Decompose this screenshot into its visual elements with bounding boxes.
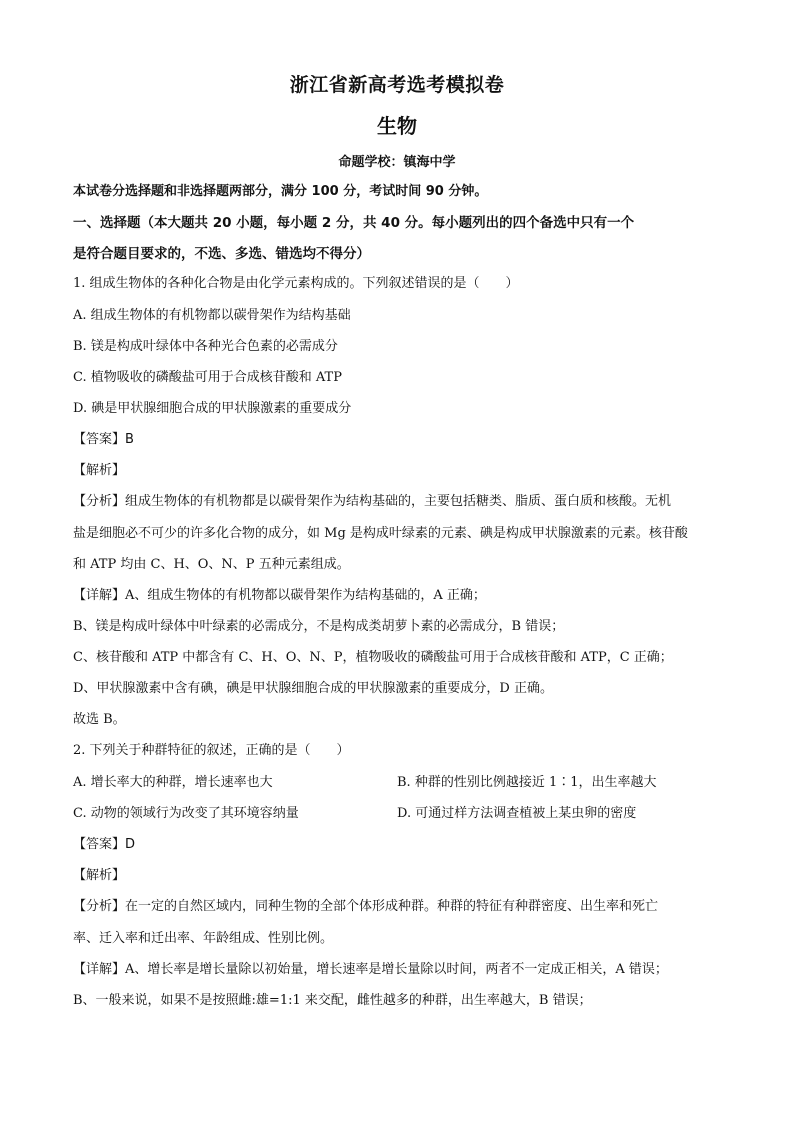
q2-detail-line-1: 【详解】A、增长率是增长量除以初始量，增长速率是增长量除以时间，两者不一定成正相关，A 错误； <box>73 962 668 977</box>
section-heading-line-1: 一、选择题（本大题共 20 小题，每小题 2 分，共 40 分。每小题列出的四个备选中只有一个 <box>73 215 635 231</box>
school-line: 命题学校：镇海中学 <box>338 155 456 170</box>
q1-detail-line-2: B、镁是构成叶绿体中叶绿素的必需成分，不是构成类胡萝卜素的必需成分，B 错误； <box>73 619 565 634</box>
q2-analysis-label: 【解析】 <box>73 868 126 883</box>
q2-fenxi-line-2: 率、迁入率和迁出率、年龄组成、性别比例。 <box>73 931 334 946</box>
q1-detail-line-1: 【详解】A、组成生物体的有机物都以碳骨架作为结构基础的，A 正确； <box>73 588 486 603</box>
q1-stem: 1. 组成生物体的各种化合物是由化学元素构成的。下列叙述错误的是（ ） <box>73 276 519 291</box>
q2-fenxi-line-1: 【分析】在一定的自然区域内，同种生物的全部个体形成种群。种群的特征有种群密度、出生率和死亡 <box>73 899 659 914</box>
q1-answer: 【答案】B <box>73 432 134 447</box>
exam-title: 浙江省新高考选考模拟卷 <box>289 74 505 96</box>
q2-answer: 【答案】D <box>73 837 136 852</box>
q2-option-c: C. 动物的领域行为改变了其环境容纳量 <box>73 806 299 821</box>
q1-detail-line-4: D、甲状腺激素中含有碘，碘是甲状腺细胞合成的甲状腺激素的重要成分，D 正确。 <box>73 681 553 696</box>
subject-title: 生物 <box>377 114 417 138</box>
q1-option-a: A. 组成生物体的有机物都以碳骨架作为结构基础 <box>73 308 351 323</box>
q2-option-d: D. 可通过样方法调查植被上某虫卵的密度 <box>397 806 637 821</box>
q1-analysis-label: 【解析】 <box>73 463 126 478</box>
q1-fenxi-line-3: 和 ATP 均由 C、H、O、N、P 五种元素组成。 <box>73 557 350 572</box>
q2-stem: 2. 下列关于种群特征的叙述，正确的是（ ） <box>73 743 350 758</box>
q1-detail-line-3: C、核苷酸和 ATP 中都含有 C、H、O、N、P，植物吸收的磷酸盐可用于合成核苷酸和 ATP，C 正确； <box>73 650 673 665</box>
q1-conclusion: 故选 B。 <box>73 712 126 727</box>
q2-option-a: A. 增长率大的种群，增长速率也大 <box>73 775 273 790</box>
q2-option-b: B. 种群的性别比例越接近 1∶1，出生率越大 <box>397 775 657 790</box>
q2-detail-line-2: B、一般来说，如果不是按照雌:雄=1:1 来交配，雌性越多的种群，出生率越大，B 错误； <box>73 993 592 1008</box>
q1-option-b: B. 镁是构成叶绿体中各种光合色素的必需成分 <box>73 339 338 354</box>
q1-fenxi-line-1: 【分析】组成生物体的有机物都是以碳骨架作为结构基础的，主要包括糖类、脂质、蛋白质和核酸。无机 <box>73 494 672 509</box>
q1-option-c: C. 植物吸收的磷酸盐可用于合成核苷酸和 ATP <box>73 370 342 385</box>
exam-intro: 本试卷分选择题和非选择题两部分，满分 100 分，考试时间 90 分钟。 <box>73 184 488 199</box>
q1-fenxi-line-2: 盐是细胞必不可少的许多化合物的成分，如 Mg 是构成叶绿素的元素、碘是构成甲状腺激素的元素。核苷酸 <box>73 526 688 541</box>
q1-option-d: D. 碘是甲状腺细胞合成的甲状腺激素的重要成分 <box>73 401 352 416</box>
section-heading-line-2: 是符合题目要求的，不选、多选、错选均不得分） <box>73 246 370 262</box>
